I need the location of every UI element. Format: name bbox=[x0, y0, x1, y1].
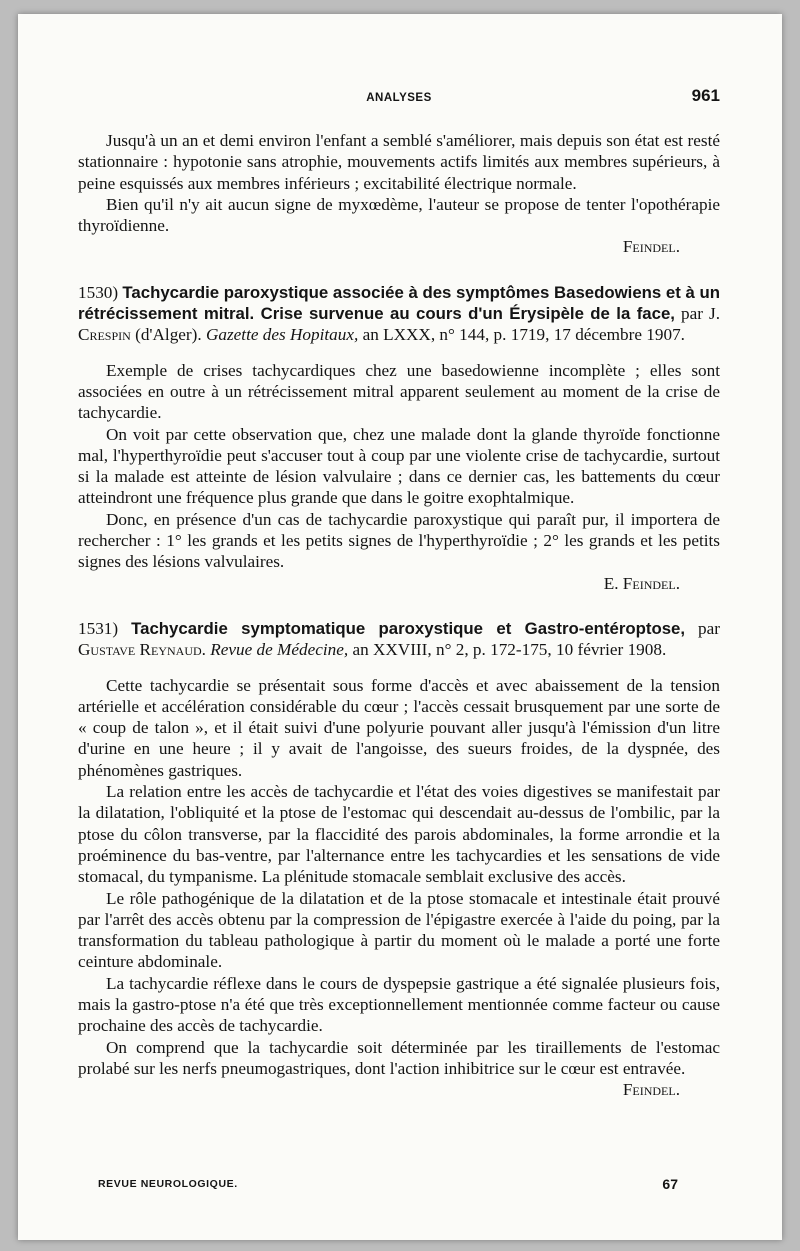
entry-1531-signature: Feindel. bbox=[622, 1080, 680, 1100]
entry-1531-by: par bbox=[698, 618, 720, 638]
entry-1531-paragraph-4: La tachycardie réflexe dans le cours de dyspepsie gastrique a été signalée plusieurs fois, mais la gastro-ptose n'a été que très exceptionnellement mentionnée comme facteur ou cause prochaine des accès de tachycardie. bbox=[78, 973, 720, 1036]
entry-1531-author: Gustave Reynaud. bbox=[78, 640, 206, 660]
entry-1531-reference: an XXVIII, n° 2, p. 172-175, 10 février 1908. bbox=[352, 640, 667, 660]
entry-1530-number: 1530) bbox=[78, 282, 119, 302]
entry-1531-paragraph-5: On comprend que la tachycardie soit déterminée par les tiraillements de l'estomac prolabé sur les nerfs pneumogastriques, dont l'action inhibitrice sur le cœur est entravée. bbox=[78, 1037, 720, 1078]
page-number-top: 961 bbox=[691, 86, 720, 105]
document-page bbox=[18, 14, 782, 1240]
entry-1531-paragraph-1: Cette tachycardie se présentait sous forme d'accès et avec abaissement de la tension artérielle et accélération considérable du cœur ; l'accès cessait brusquement par une sorte de « coup de talon », et il était suivi d'une polyurie pouvant aller jusqu'à l'émission d'un litre d'urine en une heure ; il y avait de l'angoisse, des sueurs froides, de la dyspnée, des phénomènes gastriques. bbox=[78, 675, 720, 780]
entry-1530-journal: Gazette des Hopitaux, bbox=[205, 325, 359, 345]
entry-1530-reference: an LXXX, n° 144, p. 1719, 17 décembre 1907. bbox=[362, 325, 685, 345]
entry-1530-signature: E. Feindel. bbox=[603, 573, 680, 593]
entry-1530-place: (d'Alger). bbox=[135, 325, 202, 345]
intro-paragraph-2: Bien qu'il n'y ait aucun signe de myxœdème, l'auteur se propose de tenter l'opothérapie thyroïdienne. bbox=[78, 194, 720, 236]
intro-paragraph-1: Jusqu'à un an et demi environ l'enfant a semblé s'améliorer, mais depuis son état est resté stationnaire : hypotonie sans atrophie, mouvements actifs limités aux membres supérieurs, à peine esquissés aux membres inférieurs ; excitabilité électrique normale. bbox=[78, 131, 720, 193]
entry-1531-title: Tachycardie symptomatique paroxystique et Gastro-entéroptose, bbox=[131, 618, 686, 638]
entry-1531-paragraph-3: Le rôle pathogénique de la dilatation et de la ptose stomacale et intestinale était prouvé par l'arrêt des accès obtenu par la compression de l'épigastre exercée à l'aide du poing, par la transformation du tableau pathologique à partir du moment où le malade a porté une forte ceinture abdominale. bbox=[78, 888, 720, 972]
entry-1531-paragraph-2: La relation entre les accès de tachycardie et l'état des voies digestives se manifestait par la dilatation, l'obliquité et la ptose de l'estomac qui descendait au-dessus de l'ombilic, par la ptose du côlon transverse, par la flaccidité des parois abdominales, la forme arrondie et la proéminence du bas-ventre, par l'alternance entre les tachycardies et les sensations de vide stomacal, du tympanisme. La plénitude stomacale semblait exclusive des accès. bbox=[78, 782, 720, 887]
entry-1530-heading bbox=[78, 282, 720, 346]
entry-1531-journal: Revue de Médecine, bbox=[210, 640, 349, 660]
running-title: ANALYSES bbox=[366, 92, 432, 104]
entry-1530-by: par J. bbox=[681, 304, 720, 324]
page-body bbox=[78, 130, 720, 1100]
page-header bbox=[78, 86, 720, 116]
footer-journal-name: REVUE NEUROLOGIQUE. bbox=[98, 1178, 238, 1190]
intro-signature: Feindel. bbox=[622, 237, 680, 257]
entry-1531-heading bbox=[78, 618, 720, 661]
entry-1530-paragraph-3: Donc, en présence d'un cas de tachycardie paroxystique qui paraît pur, il importera de rechercher : 1° les grands et les petits signes de l'hyperthyroïdie ; 2° les grands et les petits signes des lésions valvulaires. bbox=[78, 509, 720, 572]
page-footer bbox=[98, 1176, 698, 1196]
entry-1530-paragraph-1: Exemple de crises tachycardiques chez une basedowienne incomplète ; elles sont associées en outre à un rétrécissement mitral apparent seulement au moment de la crise de tachycardie. bbox=[78, 360, 720, 423]
entry-1531-number: 1531) bbox=[78, 618, 119, 638]
entry-1530-author: Crespin bbox=[78, 325, 131, 345]
entry-1530-title: Tachycardie paroxystique associée à des symptômes Basedowiens et à un rétrécissement mitral. Crise survenue au cours d'un Érysipèle de la face, bbox=[78, 282, 721, 324]
page-number-bottom: 67 bbox=[662, 1176, 678, 1192]
entry-1530-paragraph-2: On voit par cette observation que, chez une malade dont la glande thyroïde fonctionne mal, l'hyperthyroïdie peut s'accuser tout à coup par une violente crise de tachycardie, surtout si la malade est atteinte de lésion valvulaire ; dans ce dernier cas, les battements du cœur atteindront une fréquence plus grande que dans le goitre exophtalmique. bbox=[78, 424, 720, 508]
